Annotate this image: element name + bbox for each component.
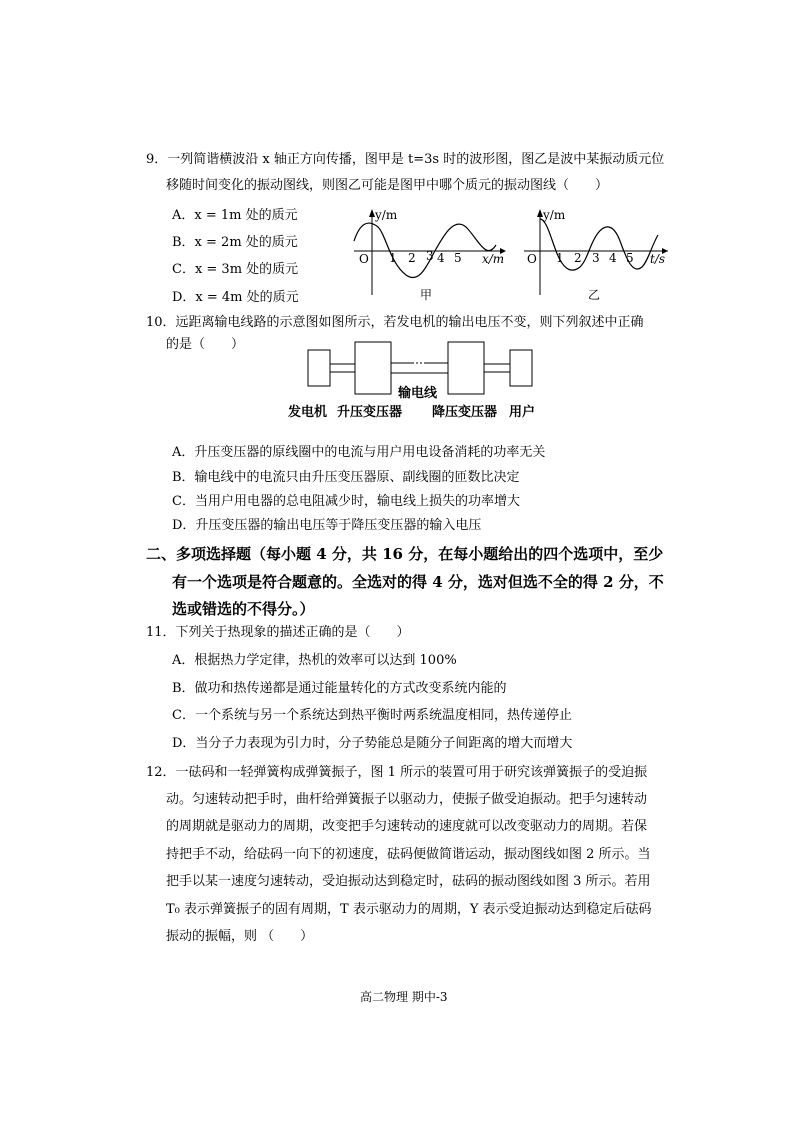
yi-x-label: t/s <box>650 252 666 266</box>
yi-tick-2: 2 <box>574 251 582 265</box>
q9-option-c: C．x = 3m 处的质元 <box>172 262 299 277</box>
q10-option-c: C．当用户用电器的总电阻减少时，输电线上损失的功率增大 <box>172 494 520 509</box>
q10-option-b: B．输电线中的电流只由升压变压器原、副线圈的匝数比决定 <box>172 470 520 485</box>
q10-line2: 的是（ ） <box>166 337 245 352</box>
yi-tick-4: 4 <box>609 251 617 265</box>
section2-heading-line1: 二、多项选择题（每小题 4 分，共 16 分，在每小题给出的四个选项中，至少 <box>146 545 664 563</box>
yi-origin: O <box>527 252 537 266</box>
step-down-transformer-label: 降压变压器 <box>432 405 498 420</box>
q12-line5: 把手以某一速度匀速转动，受迫振动达到稳定时，砝码的振动图线如图 3 所示。若用 <box>166 874 651 889</box>
jia-x-label: x/m <box>482 252 505 266</box>
section2-heading-line3: 选或错选的不得分。） <box>172 600 315 618</box>
yi-tick-1: 1 <box>556 251 564 265</box>
q12-line3: 的周期就是驱动力的周期，改变把手匀速转动的速度就可以改变驱动力的周期。若保 <box>166 819 648 834</box>
q10-option-d: D．升压变压器的输出电压等于降压变压器的输入电压 <box>172 518 482 533</box>
page-footer: 高二物理 期中-3 <box>360 990 448 1004</box>
q10-line1: 10．远距离输电线路的示意图如图所示，若发电机的输出电压不变，则下列叙述中正确 <box>146 315 644 330</box>
yi-tick-5: 5 <box>626 251 634 265</box>
jia-tick-3: 3 <box>426 249 434 263</box>
section2-heading-line2: 有一个选项是符合题意的。全选对的得 4 分，选对但选不全的得 2 分，不 <box>172 573 664 591</box>
q12-line6: T₀ 表示弹簧振子的固有周期，T 表示驱动力的周期，Y 表示受迫振动达到稳定后砝码 <box>166 902 652 917</box>
q11-line1: 11．下列关于热现象的描述正确的是（ ） <box>146 625 410 640</box>
q11-option-c: C．一个系统与另一个系统达到热平衡时两系统温度相同，热传递停止 <box>172 708 572 723</box>
yi-tick-3: 3 <box>592 251 600 265</box>
q9-line1: 9．一列简谐横波沿 x 轴正方向传播，图甲是 t=3s 时的波形图，图乙是波中某振动质元位 <box>146 152 665 167</box>
user-label: 用户 <box>509 405 536 420</box>
q9-option-b: B．x = 2m 处的质元 <box>172 235 298 250</box>
wave-graph-jia <box>350 205 515 305</box>
jia-origin: O <box>359 252 369 266</box>
jia-tick-1: 1 <box>389 251 397 265</box>
jia-tick-5: 5 <box>454 251 462 265</box>
q9-option-a: A．x = 1m 处的质元 <box>172 208 298 223</box>
yi-caption: 乙 <box>588 288 601 302</box>
transmission-line-label: 输电线 <box>398 386 438 401</box>
step-up-transformer-label: 升压变压器 <box>337 405 403 420</box>
q12-line2: 动。匀速转动把手时，曲杆给弹簧振子以驱动力，使振子做受迫振动。把手匀速转动 <box>166 792 648 807</box>
q11-option-d: D．当分子力表现为引力时，分子势能总是随分子间距离的增大而增大 <box>172 736 573 751</box>
jia-caption: 甲 <box>420 288 433 302</box>
q11-option-b: B．做功和热传递都是通过能量转化的方式改变系统内能的 <box>172 681 507 696</box>
q12-line4: 持把手不动，给砝码一向下的初速度，砝码便做简谐运动，振动图线如图 2 所示。当 <box>166 847 651 862</box>
q12-line1: 12．一砝码和一轻弹簧构成弹簧振子，图 1 所示的装置可用于研究该弹簧振子的受迫振 <box>146 765 648 780</box>
vibration-graph-yi <box>518 205 678 305</box>
generator-label: 发电机 <box>288 405 328 420</box>
jia-y-label: y/m <box>375 208 398 222</box>
q9-line2: 移随时间变化的振动图线，则图乙可能是图甲中哪个质元的振动图线（ ） <box>166 178 609 193</box>
q10-option-a: A．升压变压器的原线圈中的电流与用户用电设备消耗的功率无关 <box>172 445 546 460</box>
q12-line7: 振动的振幅，则 （ ） <box>166 929 314 944</box>
q11-option-a: A．根据热力学定律，热机的效率可以达到 100% <box>172 653 457 668</box>
q9-option-d: D．x = 4m 处的质元 <box>172 290 299 305</box>
jia-tick-4: 4 <box>437 251 445 265</box>
jia-tick-2: 2 <box>408 251 416 265</box>
yi-y-label: y/m <box>543 208 566 222</box>
